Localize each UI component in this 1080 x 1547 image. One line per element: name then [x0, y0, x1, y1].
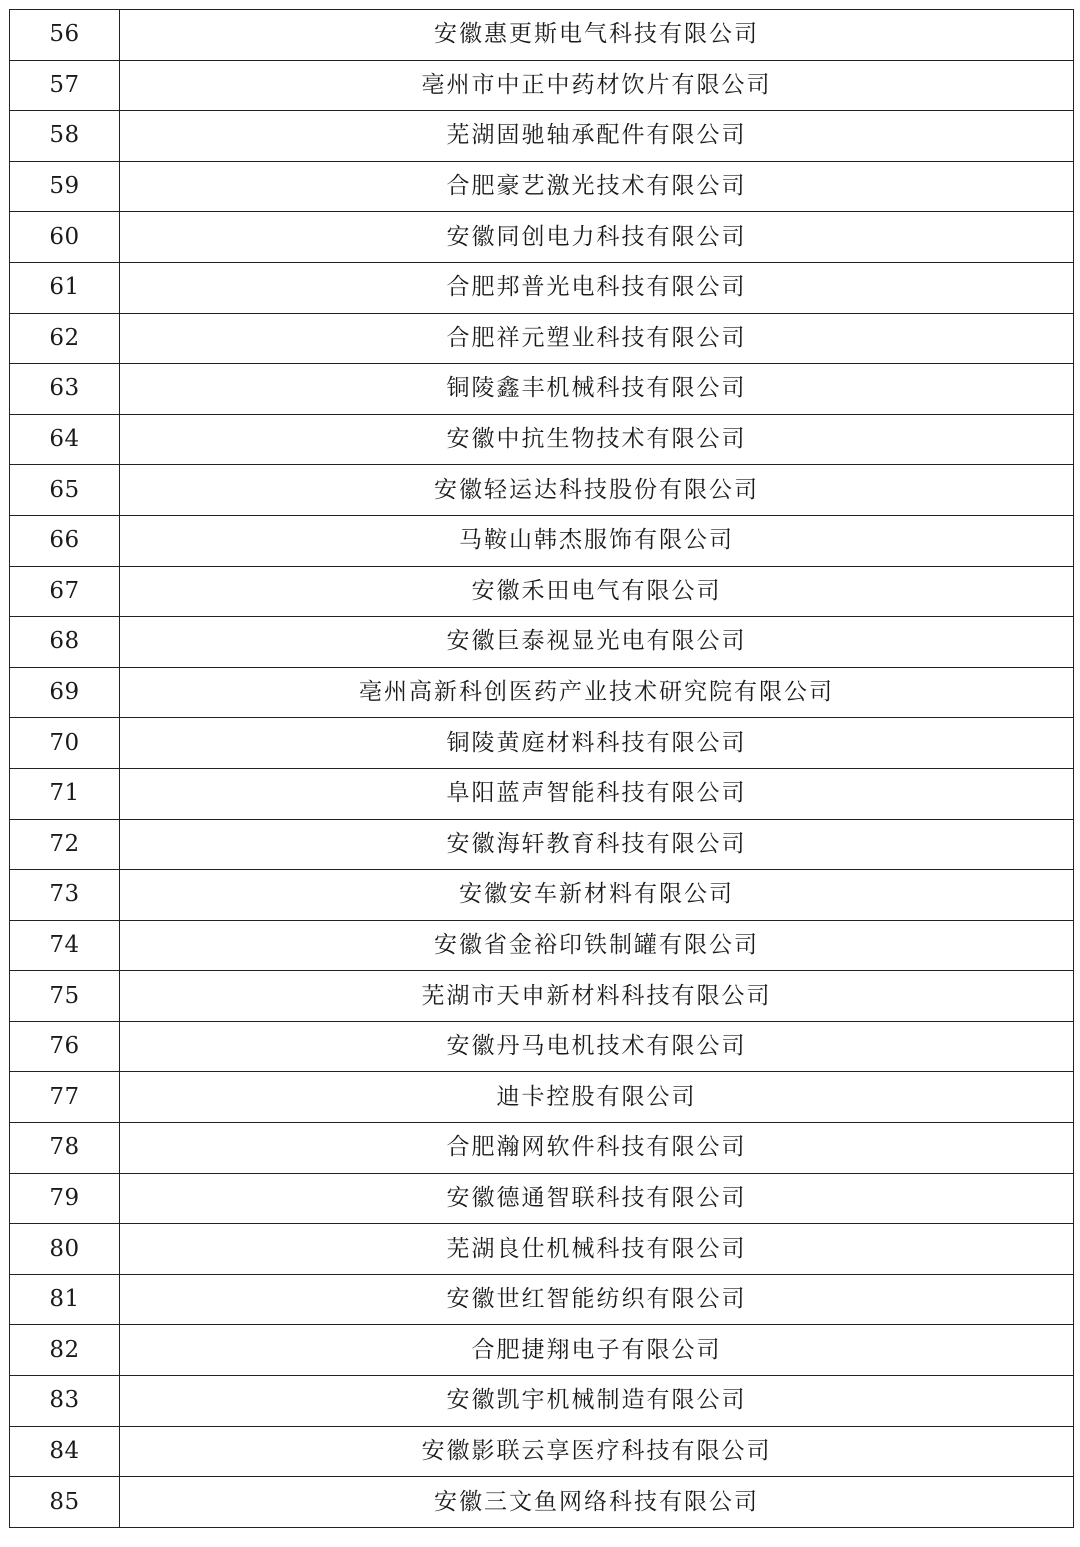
company-name-cell: 安徽禾田电气有限公司: [120, 566, 1074, 617]
company-name-cell: 安徽轻运达科技股份有限公司: [120, 465, 1074, 516]
row-number-cell: 69: [10, 667, 120, 718]
company-name-cell: 马鞍山韩杰服饰有限公司: [120, 515, 1074, 566]
table-row: [10, 920, 1074, 971]
row-number-cell: 73: [10, 870, 120, 921]
company-name-cell: 合肥祥元塑业科技有限公司: [120, 313, 1074, 364]
table-row: [10, 1477, 1074, 1528]
table-row: [10, 1021, 1074, 1072]
row-number-cell: 70: [10, 718, 120, 769]
table-row: [10, 364, 1074, 415]
row-number-cell: 60: [10, 212, 120, 263]
row-number-cell: 67: [10, 566, 120, 617]
table-row: [10, 515, 1074, 566]
table-row: [10, 212, 1074, 263]
row-number-cell: 68: [10, 617, 120, 668]
row-number-cell: 85: [10, 1477, 120, 1528]
company-name-cell: 安徽丹马电机技术有限公司: [120, 1021, 1074, 1072]
table-row: [10, 1173, 1074, 1224]
row-number-cell: 56: [10, 10, 120, 61]
row-number-cell: 64: [10, 414, 120, 465]
row-number-cell: 83: [10, 1376, 120, 1427]
company-name-cell: 铜陵鑫丰机械科技有限公司: [120, 364, 1074, 415]
company-name-cell: 安徽三文鱼网络科技有限公司: [120, 1477, 1074, 1528]
company-name-cell: 亳州高新科创医药产业技术研究院有限公司: [120, 667, 1074, 718]
company-name-cell: 安徽安车新材料有限公司: [120, 870, 1074, 921]
row-number-cell: 81: [10, 1274, 120, 1325]
document-page: [9, 9, 1074, 1528]
table-row: [10, 414, 1074, 465]
company-name-cell: 安徽省金裕印铁制罐有限公司: [120, 920, 1074, 971]
table-row: [10, 111, 1074, 162]
row-number-cell: 66: [10, 515, 120, 566]
table-row: [10, 768, 1074, 819]
row-number-cell: 78: [10, 1123, 120, 1174]
row-number-cell: 57: [10, 60, 120, 111]
company-name-cell: 亳州市中正中药材饮片有限公司: [120, 60, 1074, 111]
company-name-cell: 安徽巨泰视显光电有限公司: [120, 617, 1074, 668]
company-name-cell: 合肥瀚网软件科技有限公司: [120, 1123, 1074, 1174]
table-row: [10, 1123, 1074, 1174]
row-number-cell: 80: [10, 1224, 120, 1275]
company-name-cell: 安徽同创电力科技有限公司: [120, 212, 1074, 263]
table-row: [10, 819, 1074, 870]
table-row: [10, 1376, 1074, 1427]
company-name-cell: 安徽凯宇机械制造有限公司: [120, 1376, 1074, 1427]
table-row: [10, 667, 1074, 718]
table-row: [10, 1224, 1074, 1275]
company-list-table: [9, 9, 1074, 1528]
company-name-cell: 安徽海轩教育科技有限公司: [120, 819, 1074, 870]
company-name-cell: 阜阳蓝声智能科技有限公司: [120, 768, 1074, 819]
row-number-cell: 59: [10, 161, 120, 212]
row-number-cell: 84: [10, 1426, 120, 1477]
company-name-cell: 铜陵黄庭材料科技有限公司: [120, 718, 1074, 769]
row-number-cell: 76: [10, 1021, 120, 1072]
table-row: [10, 161, 1074, 212]
row-number-cell: 82: [10, 1325, 120, 1376]
table-row: [10, 1426, 1074, 1477]
table-row: [10, 465, 1074, 516]
row-number-cell: 74: [10, 920, 120, 971]
company-name-cell: 芜湖固驰轴承配件有限公司: [120, 111, 1074, 162]
company-name-cell: 安徽影联云享医疗科技有限公司: [120, 1426, 1074, 1477]
table-row: [10, 262, 1074, 313]
row-number-cell: 71: [10, 768, 120, 819]
table-row: [10, 10, 1074, 61]
table-row: [10, 566, 1074, 617]
row-number-cell: 72: [10, 819, 120, 870]
table-row: [10, 313, 1074, 364]
company-name-cell: 安徽惠更斯电气科技有限公司: [120, 10, 1074, 61]
company-name-cell: 安徽德通智联科技有限公司: [120, 1173, 1074, 1224]
table-row: [10, 60, 1074, 111]
row-number-cell: 63: [10, 364, 120, 415]
table-row: [10, 971, 1074, 1022]
company-name-cell: 合肥豪艺激光技术有限公司: [120, 161, 1074, 212]
company-name-cell: 芜湖市天申新材料科技有限公司: [120, 971, 1074, 1022]
row-number-cell: 62: [10, 313, 120, 364]
table-row: [10, 870, 1074, 921]
row-number-cell: 58: [10, 111, 120, 162]
company-name-cell: 安徽中抗生物技术有限公司: [120, 414, 1074, 465]
row-number-cell: 77: [10, 1072, 120, 1123]
table-row: [10, 718, 1074, 769]
table-row: [10, 1072, 1074, 1123]
company-name-cell: 合肥邦普光电科技有限公司: [120, 262, 1074, 313]
table-row: [10, 617, 1074, 668]
company-name-cell: 芜湖良仕机械科技有限公司: [120, 1224, 1074, 1275]
table-body: [10, 10, 1074, 1528]
row-number-cell: 79: [10, 1173, 120, 1224]
company-name-cell: 安徽世红智能纺织有限公司: [120, 1274, 1074, 1325]
row-number-cell: 61: [10, 262, 120, 313]
row-number-cell: 65: [10, 465, 120, 516]
company-name-cell: 合肥捷翔电子有限公司: [120, 1325, 1074, 1376]
row-number-cell: 75: [10, 971, 120, 1022]
table-row: [10, 1274, 1074, 1325]
company-name-cell: 迪卡控股有限公司: [120, 1072, 1074, 1123]
table-row: [10, 1325, 1074, 1376]
